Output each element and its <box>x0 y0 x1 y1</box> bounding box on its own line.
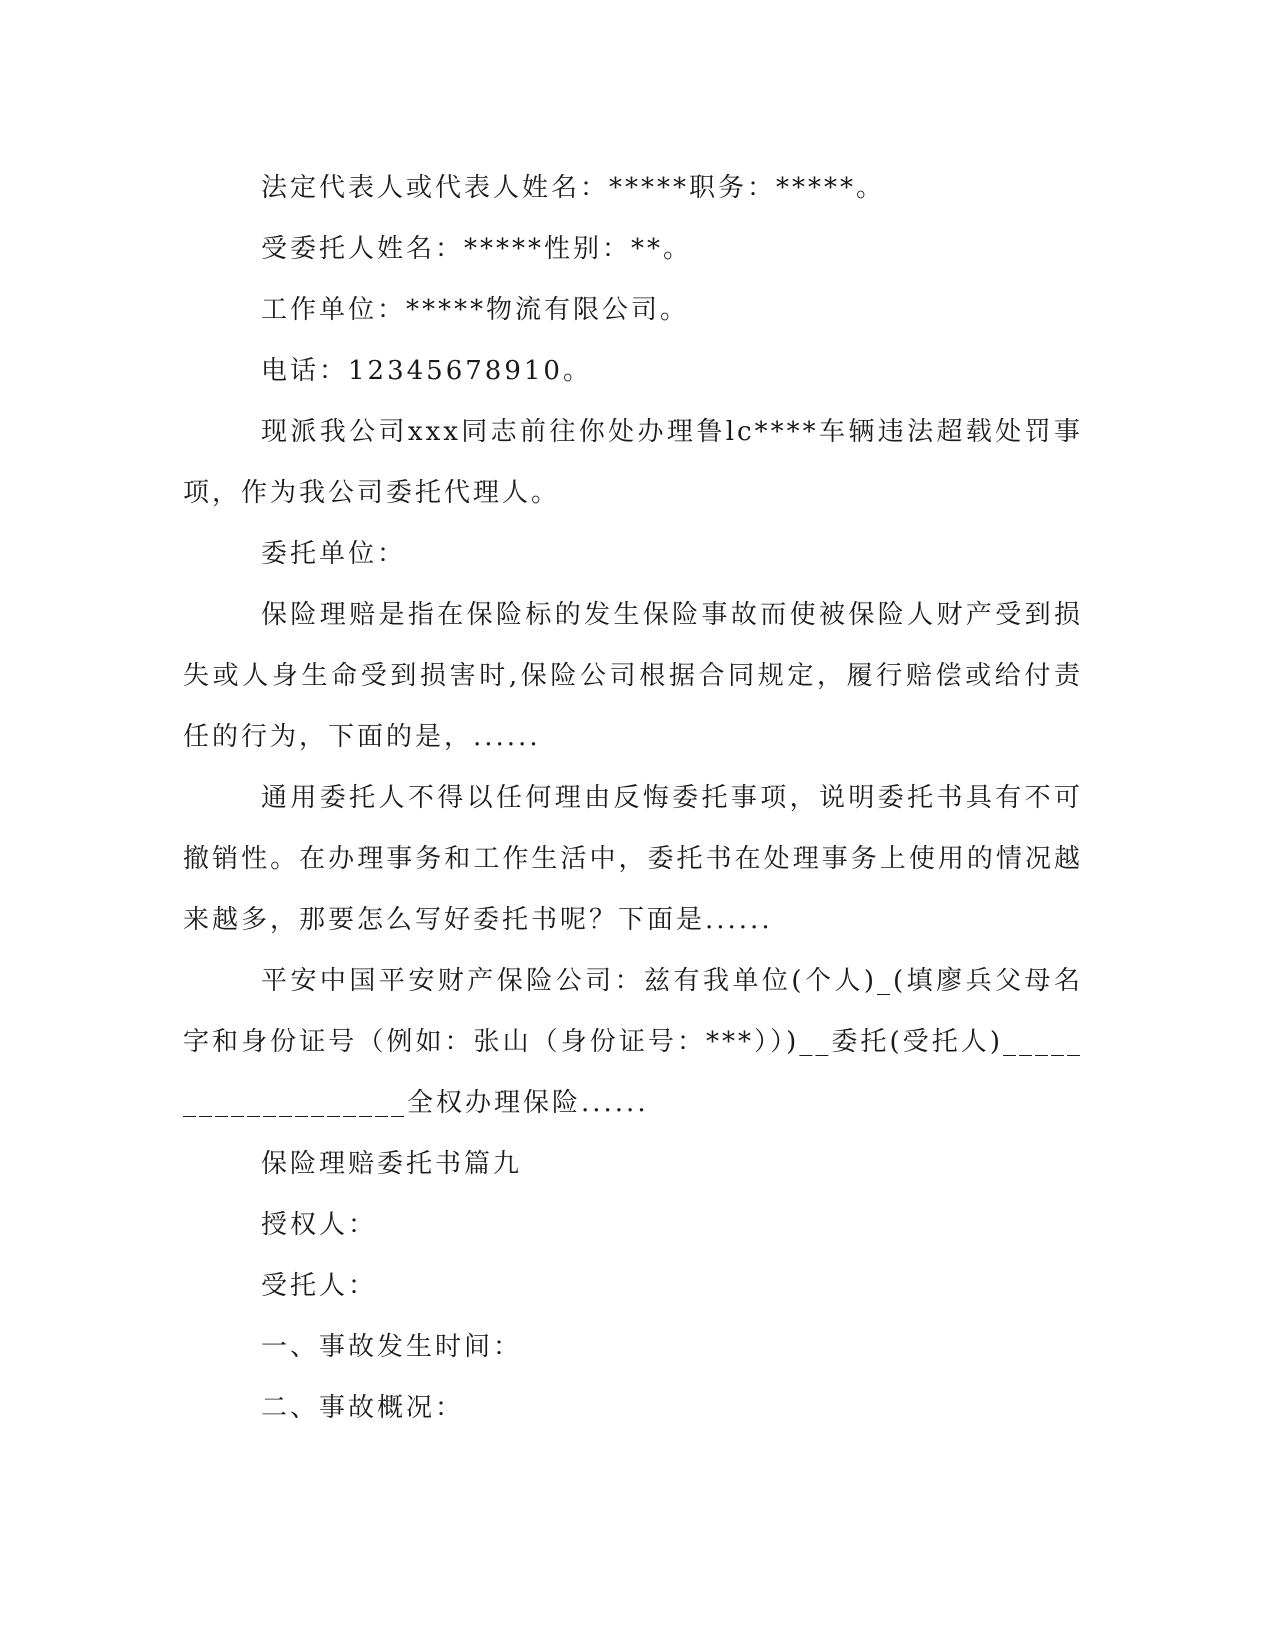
paragraph-entrusted-person-name: 受委托人姓名：*****性别：**。 <box>261 234 693 264</box>
paragraph-pingan-letter: 平安中国平安财产保险公司：兹有我单位(个人)_(填廖兵父母名字和身份证号（例如：张山（身份证号：***））)__委托(受托人)___________________全权办理保险...... <box>183 966 1083 1118</box>
paragraph-assignment: 现派我公司xxx同志前往你处办理鲁lc****车辆违法超载处罚事项，作为我公司委托代理人。 <box>183 417 1083 508</box>
paragraph-grantor: 授权人： <box>261 1210 378 1240</box>
document-body <box>183 158 1083 1439</box>
paragraph-accident-overview: 二、事故概况： <box>261 1393 465 1423</box>
paragraph-phone: 电话：12345678910。 <box>261 356 592 386</box>
paragraph-accident-time: 一、事故发生时间： <box>261 1332 523 1362</box>
paragraph-general-entrustment: 通用委托人不得以任何理由反悔委托事项，说明委托书具有不可撤销性。在办理事务和工作生活中，委托书在处理事务上使用的情况越来越多，那要怎么写好委托书呢？下面是...... <box>183 783 1083 935</box>
paragraph-insurance-claim-definition: 保险理赔是指在保险标的发生保险事故而使被保险人财产受到损失或人身生命受到损害时,保险公司根据合同规定，履行赔偿或给付责任的行为，下面的是，...... <box>183 600 1083 752</box>
paragraph-legal-representative: 法定代表人或代表人姓名：*****职务：*****。 <box>261 173 886 203</box>
paragraph-work-unit: 工作单位：*****物流有限公司。 <box>261 295 690 325</box>
paragraph-section-title: 保险理赔委托书篇九 <box>261 1149 523 1179</box>
paragraph-grantee: 受托人： <box>261 1271 378 1301</box>
paragraph-entrusting-unit: 委托单位： <box>261 539 407 569</box>
